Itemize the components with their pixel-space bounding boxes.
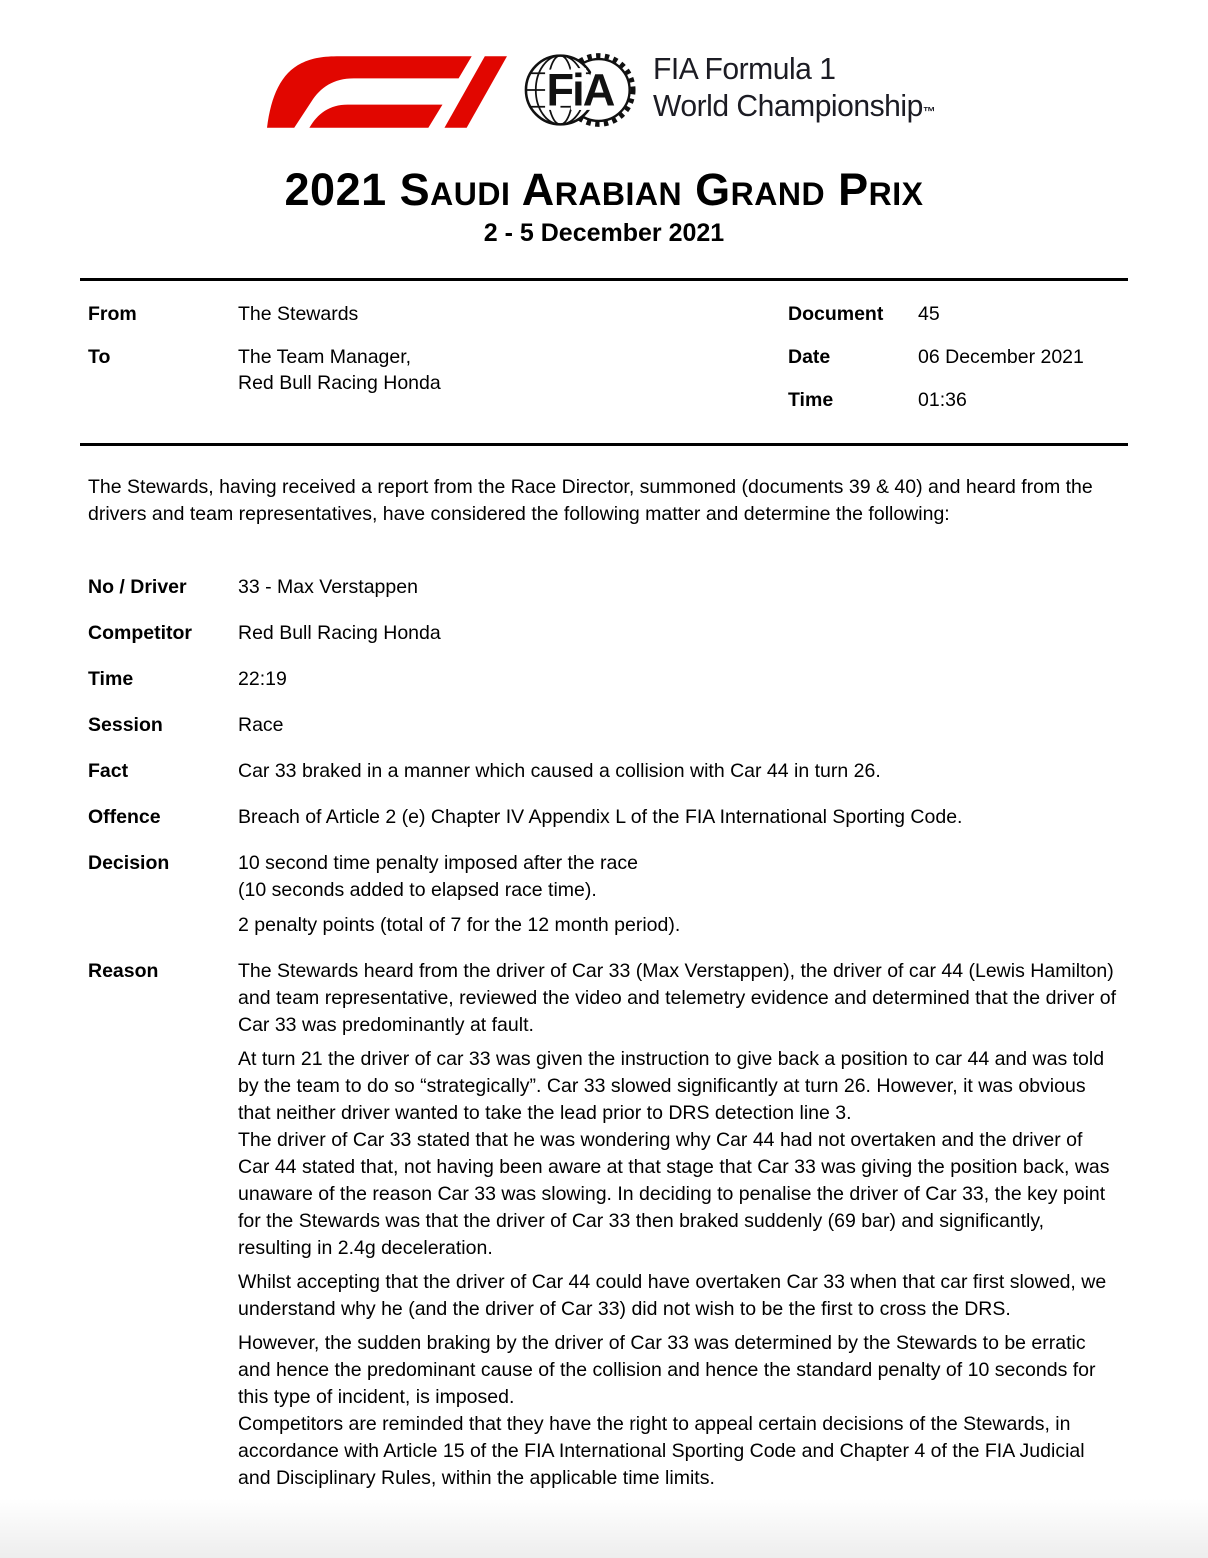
reason-label: Reason bbox=[88, 960, 159, 982]
svg-text:FiA: FiA bbox=[546, 64, 614, 116]
decision-value bbox=[238, 850, 1118, 939]
decision-line2: (10 seconds added to elapsed race time). bbox=[238, 879, 597, 901]
meta-row-from bbox=[88, 301, 788, 327]
to-value-line1: The Team Manager, bbox=[238, 346, 412, 368]
decision-label: Decision bbox=[88, 852, 170, 874]
meta-row-to bbox=[88, 344, 788, 396]
trademark-symbol: ™ bbox=[922, 104, 935, 119]
time-field-label: Time bbox=[88, 668, 134, 690]
meta-row-date bbox=[788, 344, 1128, 370]
reason-paragraph-3: The driver of Car 33 stated that he was wondering why Car 44 had not overtaken and the driver of Car 44 stated that, not having been aware at that stage that Car 33 was giving the position back, was unaware of the reason Car 33 was slowing. In deciding to penalise the driver of Car 33, the key point for the Stewards was that the driver of Car 33 then braked suddenly (69 bar) and significantly, resulting in 2.4g deceleration. bbox=[238, 1129, 1110, 1259]
date-label: Date bbox=[788, 346, 831, 368]
brand-line2: World Championship™ bbox=[652, 88, 935, 123]
decision-fields bbox=[88, 574, 1118, 1492]
reason-value bbox=[238, 958, 1118, 1492]
decision-line1: 10 second time penalty imposed after the race bbox=[238, 852, 638, 874]
date-value: 06 December 2021 bbox=[918, 346, 1084, 368]
page-edge-shadow bbox=[0, 1498, 1208, 1558]
time-value: 01:36 bbox=[918, 389, 967, 411]
reason-paragraph-4: Whilst accepting that the driver of Car 44 could have overtaken Car 33 when that car first slowed, we understand why he (and the driver of Car 33) did not wish to be the first to cross the DRS. bbox=[238, 1271, 1107, 1320]
header bbox=[0, 0, 1208, 130]
decision-line3: 2 penalty points (total of 7 for the 12 month period). bbox=[238, 914, 681, 936]
session-label: Session bbox=[88, 714, 163, 736]
time-field-value: 22:19 bbox=[238, 668, 287, 690]
to-value-line2: Red Bull Racing Honda bbox=[238, 372, 441, 394]
no-driver-label: No / Driver bbox=[88, 576, 187, 598]
reason-paragraph-1: The Stewards heard from the driver of Car 33 (Max Verstappen), the driver of car 44 (Lewis Hamilton) and team representative, reviewed the video and telemetry evidence and determined that the driver of Car 33 was predominantly at fault. bbox=[238, 960, 1117, 1036]
field-row-time bbox=[88, 666, 1118, 693]
title-block bbox=[0, 164, 1208, 248]
event-dates: 2 - 5 December 2021 bbox=[483, 219, 725, 247]
document-label: Document bbox=[788, 303, 884, 325]
from-value: The Stewards bbox=[238, 303, 359, 325]
meta-table bbox=[80, 278, 1128, 446]
field-row-fact bbox=[88, 758, 1118, 785]
intro-paragraph: The Stewards, having received a report from the Race Director, summoned (documents 39 & 40) and heard from the drivers and team representatives, have considered the following matter and determine the following: bbox=[88, 476, 1093, 525]
reason-paragraph-6: Competitors are reminded that they have the right to appeal certain decisions of the Stewards, in accordance with Article 15 of the FIA International Sporting Code and Chapter 4 of the FIA Judicial and Disciplinary Rules, within the applicable time limits. bbox=[238, 1413, 1085, 1489]
reason-paragraph-2: At turn 21 the driver of car 33 was given the instruction to give back a position to car 44 and was told by the team to do so “strategically”. Car 33 slowed significantly at turn 26. However, it was obvious that neither driver wanted to take the lead prior to DRS detection line 3. bbox=[238, 1048, 1105, 1124]
time-label: Time bbox=[788, 389, 834, 411]
fia-emblem-icon bbox=[523, 50, 637, 130]
field-row-session bbox=[88, 712, 1118, 739]
field-row-offence bbox=[88, 804, 1118, 831]
field-row-reason bbox=[88, 958, 1118, 1492]
offence-value: Breach of Article 2 (e) Chapter IV Appendix L of the FIA International Sporting Code. bbox=[238, 806, 963, 828]
no-driver-value: 33 - Max Verstappen bbox=[238, 576, 418, 598]
meta-right-column bbox=[788, 301, 1128, 413]
session-value: Race bbox=[238, 714, 284, 736]
meta-left-column bbox=[88, 301, 788, 413]
reason-paragraph-5: However, the sudden braking by the driver of Car 33 was determined by the Stewards to be erratic and hence the predominant cause of the collision and hence the standard penalty of 10 seconds for this type of incident, is imposed. bbox=[238, 1332, 1096, 1408]
to-value bbox=[238, 344, 441, 396]
field-row-decision bbox=[88, 850, 1118, 939]
from-label: From bbox=[88, 303, 137, 325]
event-title: 2021 Saudi Arabian Grand Prix bbox=[284, 164, 924, 215]
offence-label: Offence bbox=[88, 806, 161, 828]
f1-logo-icon bbox=[265, 53, 507, 128]
field-row-competitor bbox=[88, 620, 1118, 647]
competitor-label: Competitor bbox=[88, 622, 192, 644]
brand-line1: FIA Formula 1 bbox=[652, 51, 836, 86]
field-row-no-driver bbox=[88, 574, 1118, 601]
meta-row-time bbox=[788, 387, 1128, 413]
fact-value: Car 33 braked in a manner which caused a collision with Car 44 in turn 26. bbox=[238, 760, 881, 782]
brand-text bbox=[653, 50, 935, 130]
meta-row-document bbox=[788, 301, 1128, 327]
competitor-value: Red Bull Racing Honda bbox=[238, 622, 441, 644]
document-value: 45 bbox=[918, 303, 940, 325]
fact-label: Fact bbox=[88, 760, 129, 782]
to-label: To bbox=[88, 346, 111, 368]
